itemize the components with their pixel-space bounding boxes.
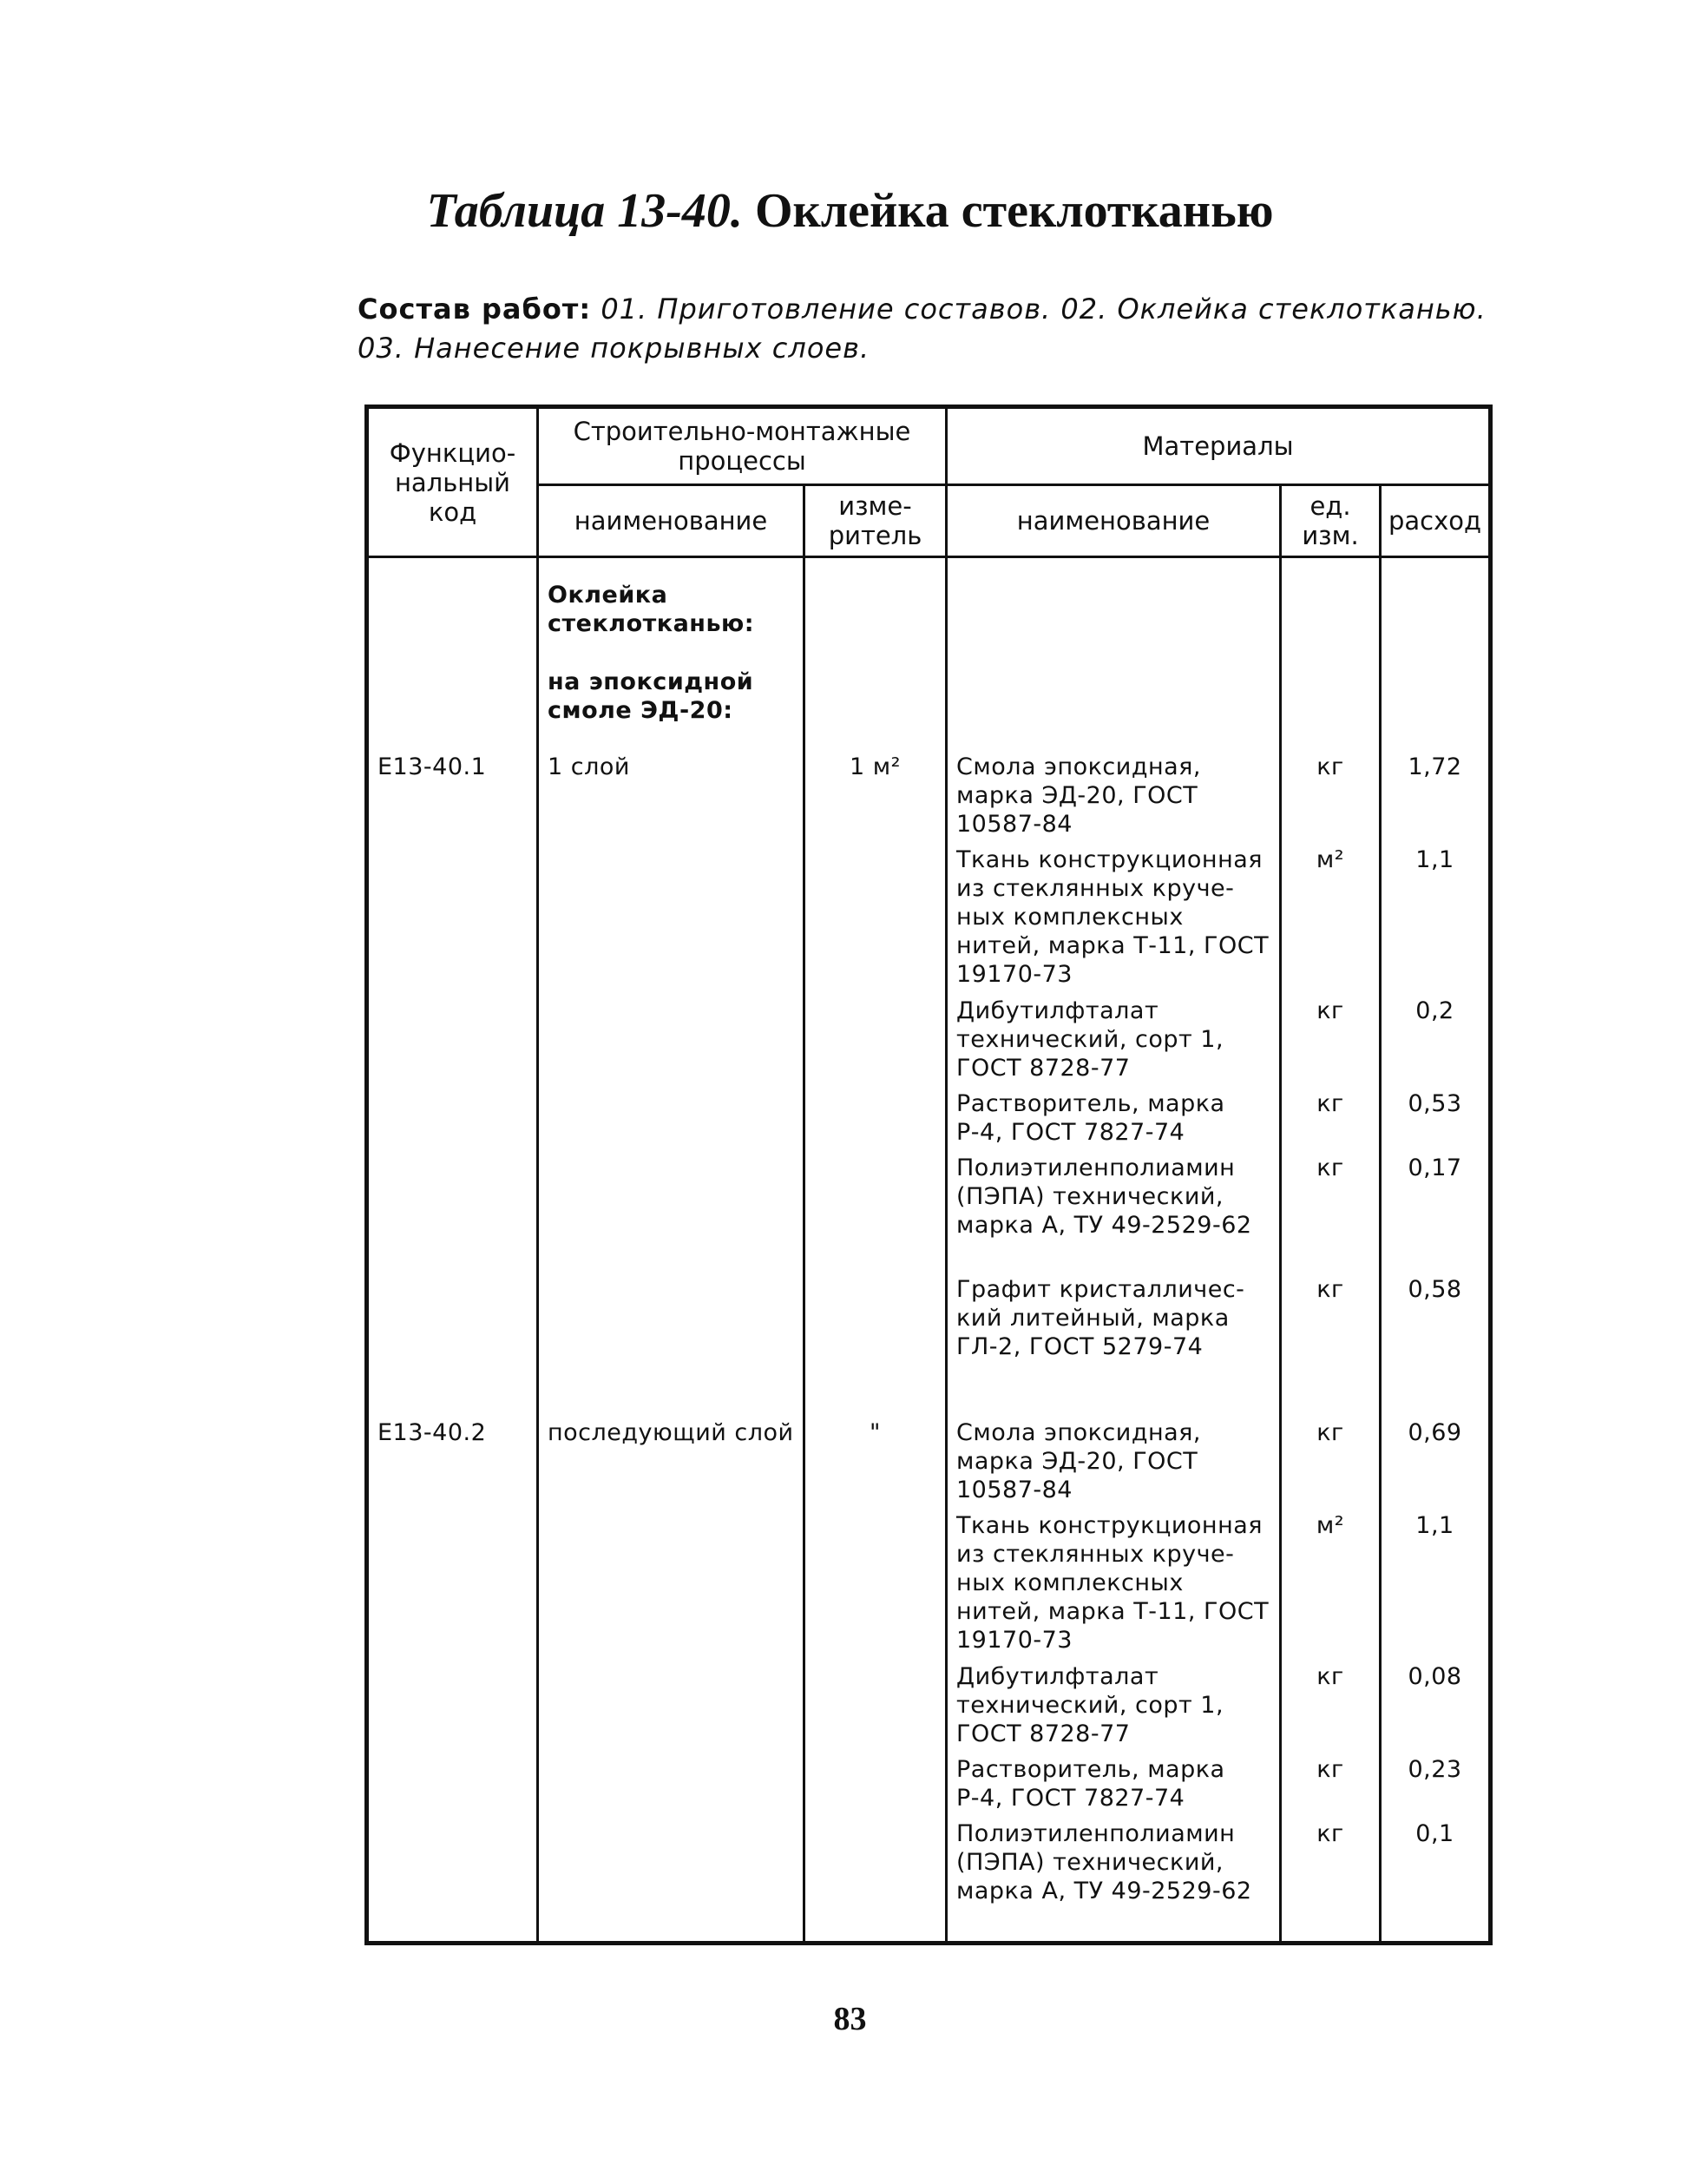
material-name: Смола эпоксидная, марка ЭД-20, ГОСТ 10587-84 — [956, 1419, 1202, 1503]
material-unit: кг — [1316, 1663, 1344, 1690]
material-unit: кг — [1316, 1756, 1344, 1783]
material-name: Смола эпоксидная, марка ЭД-20, ГОСТ 10587-84 — [956, 753, 1202, 838]
material-value: 1,72 — [1408, 753, 1462, 780]
material-value: 0,23 — [1408, 1756, 1462, 1783]
material-value: 0,08 — [1408, 1663, 1462, 1690]
material-value: 0,17 — [1408, 1154, 1462, 1181]
material-value: 1,1 — [1415, 1512, 1454, 1539]
material-value: 0,58 — [1408, 1276, 1462, 1303]
material-name: Растворитель, марка Р-4, ГОСТ 7827-74 — [956, 1756, 1225, 1812]
material-value: 0,69 — [1408, 1419, 1462, 1446]
norms-table — [364, 405, 1493, 1945]
material-value: 0,2 — [1415, 997, 1454, 1024]
row-materials — [947, 725, 1281, 1368]
material-name: Растворитель, марка Р-4, ГОСТ 7827-74 — [956, 1090, 1225, 1146]
composition-label: Состав работ: — [358, 293, 592, 326]
material-unit: кг — [1316, 1419, 1344, 1446]
material-value: 0,1 — [1415, 1820, 1454, 1847]
row-units — [1281, 1368, 1381, 1941]
work-composition — [358, 290, 1512, 368]
header-meter: изме-ритель — [804, 485, 947, 557]
material-name: Полиэтиленполиамин (ПЭПА) технический, марка А, ТУ 49-2529-62 — [956, 1820, 1252, 1904]
composition-text: 01. Приготовление составов. 02. Оклейка стеклотканью. 03. Нанесение покрывных слоев. — [358, 293, 1487, 365]
row-name: 1 слой — [538, 725, 804, 1368]
row-materials — [947, 1368, 1281, 1941]
material-name: Дибутилфталат технический, сорт 1, ГОСТ 8728-77 — [956, 997, 1224, 1082]
material-unit: кг — [1316, 1090, 1344, 1117]
table-row — [367, 1368, 1491, 1941]
group-subtitle: на эпоксидной смоле ЭД-20: — [548, 668, 754, 724]
material-unit: кг — [1316, 997, 1344, 1024]
page-number: 83 — [833, 2001, 867, 2037]
material-name: Графит кристалличес-кий литейный, марка ГЛ-2, ГОСТ 5279-74 — [956, 1276, 1245, 1360]
group-title: Оклейка стеклотканью: — [548, 582, 755, 637]
material-unit: кг — [1316, 1276, 1344, 1303]
row-consumption — [1381, 725, 1491, 1368]
material-unit: кг — [1316, 1154, 1344, 1181]
header-unit: ед. изм. — [1281, 485, 1381, 557]
header-processes: Строительно-монтажные процессы — [538, 407, 947, 485]
header-material-name: наименование — [947, 485, 1281, 557]
header-func-code: Функцио-нальный код — [367, 407, 538, 557]
table-row — [367, 725, 1491, 1368]
row-meter: 1 м² — [804, 725, 947, 1368]
row-code: Е13-40.2 — [367, 1368, 538, 1941]
table-title — [0, 181, 1700, 241]
header-materials: Материалы — [947, 407, 1491, 485]
table-heading: Оклейка стеклотканью — [754, 184, 1274, 238]
material-name: Ткань конструкционная из стеклянных круче-ных комплексных нитей, марка Т-11, ГОСТ 19170-73 — [956, 846, 1270, 988]
material-name: Дибутилфталат технический, сорт 1, ГОСТ 8728-77 — [956, 1663, 1224, 1747]
table-number: Таблица 13-40. — [426, 184, 743, 238]
material-value: 1,1 — [1415, 846, 1454, 873]
material-unit: кг — [1316, 1820, 1344, 1847]
row-units — [1281, 725, 1381, 1368]
row-meter: " — [804, 1368, 947, 1941]
material-unit: м² — [1316, 846, 1345, 873]
header-process-name: наименование — [538, 485, 804, 557]
material-value: 0,53 — [1408, 1090, 1462, 1117]
header-consumption: расход — [1381, 485, 1491, 557]
material-unit: м² — [1316, 1512, 1345, 1539]
row-code: Е13-40.1 — [367, 725, 538, 1368]
material-name: Ткань конструкционная из стеклянных круче-ных комплексных нитей, марка Т-11, ГОСТ 19170-73 — [956, 1512, 1270, 1654]
material-name: Полиэтиленполиамин (ПЭПА) технический, марка А, ТУ 49-2529-62 — [956, 1154, 1252, 1239]
material-unit: кг — [1316, 753, 1344, 780]
row-name: последующий слой — [538, 1368, 804, 1941]
row-consumption — [1381, 1368, 1491, 1941]
group-row — [367, 557, 1491, 726]
